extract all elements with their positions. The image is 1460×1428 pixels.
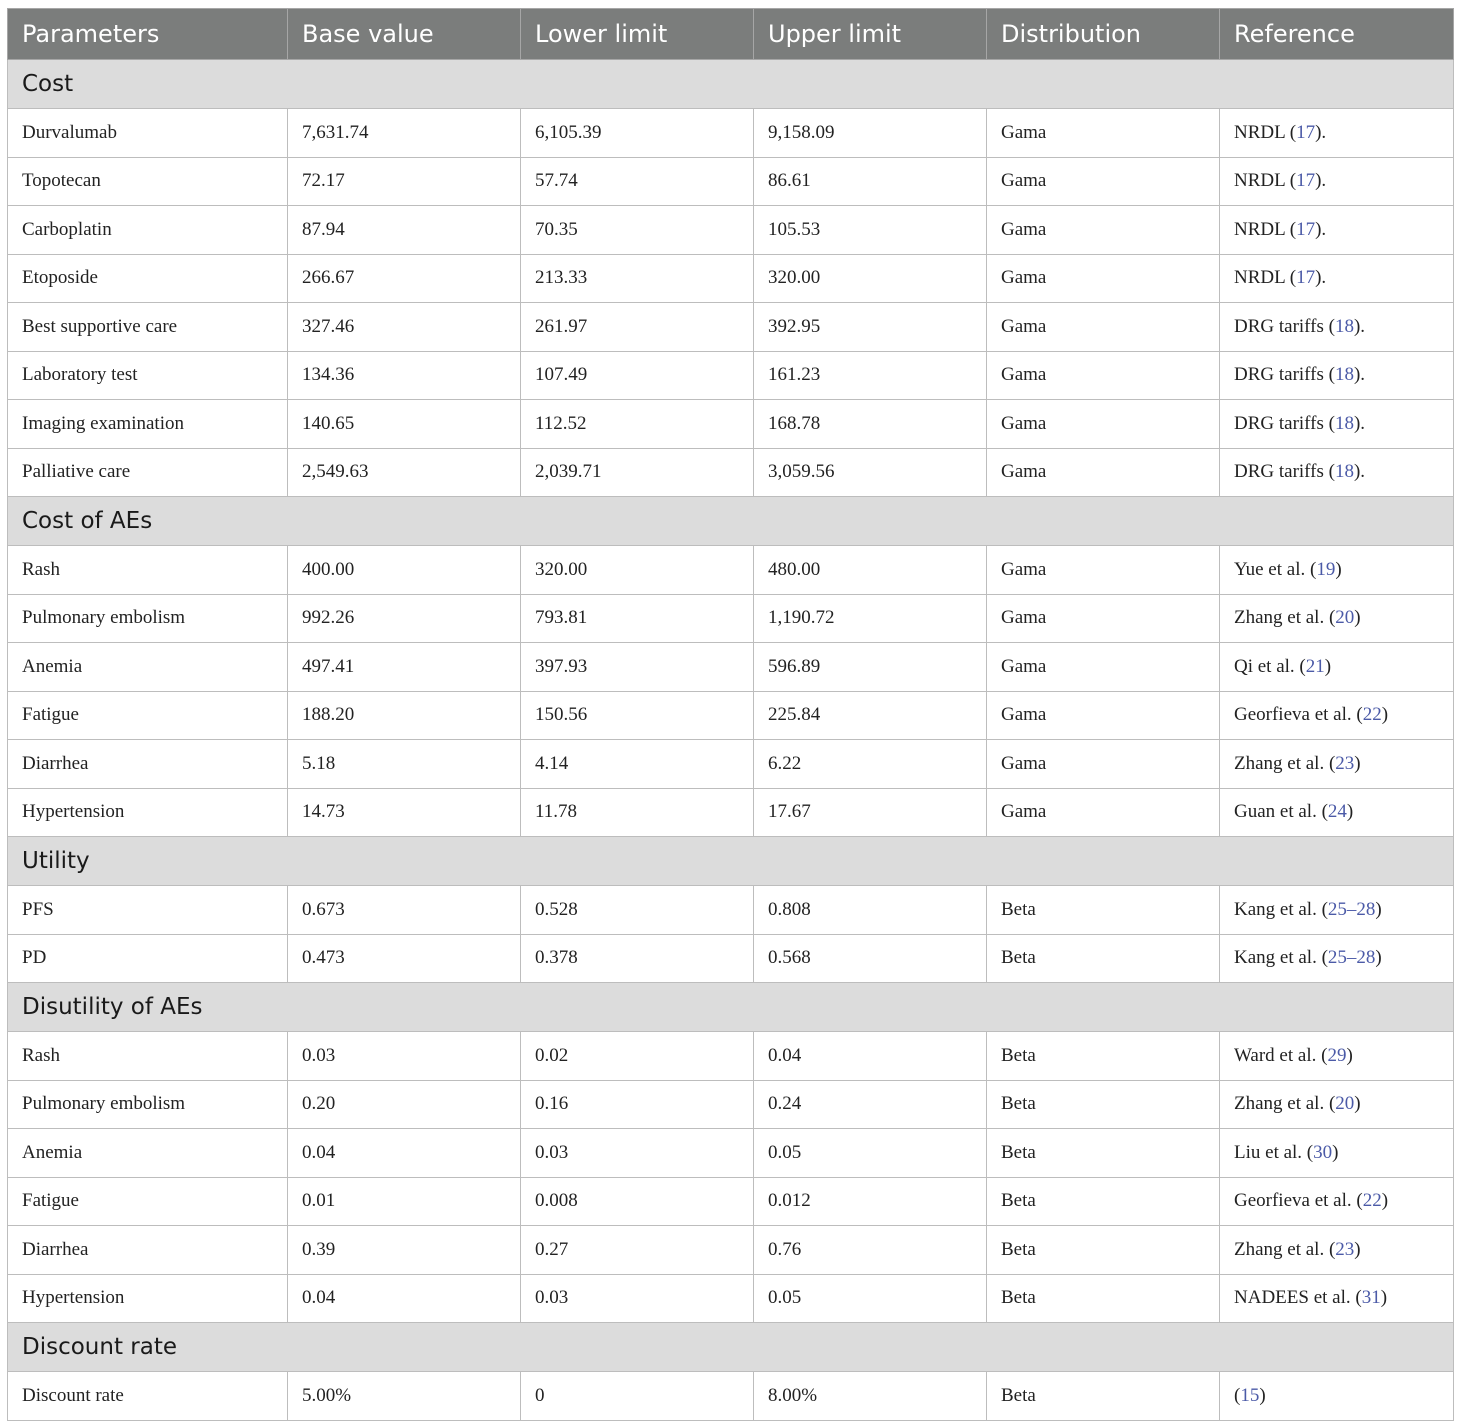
section-row xyxy=(8,60,1454,109)
reference-suffix: ). xyxy=(1315,218,1327,240)
cell-upper-limit: 3,059.56 xyxy=(754,448,987,497)
cell-parameter: Diarrhea xyxy=(8,740,288,789)
reference-link[interactable]: 17 xyxy=(1296,267,1316,289)
cell-reference xyxy=(1220,643,1454,692)
cell-reference xyxy=(1220,788,1454,837)
cell-parameter: PD xyxy=(8,934,288,983)
table-row xyxy=(8,448,1454,497)
cell-parameter: Laboratory test xyxy=(8,351,288,400)
reference-text: DRG tariffs ( xyxy=(1234,315,1335,337)
reference-suffix: ). xyxy=(1315,267,1327,289)
cell-reference xyxy=(1220,1177,1454,1226)
parameters-table xyxy=(7,8,1454,1421)
section-row xyxy=(8,983,1454,1032)
cell-base-value: 0.39 xyxy=(288,1226,521,1275)
cell-parameter: Diarrhea xyxy=(8,1226,288,1275)
cell-distribution: Beta xyxy=(987,1226,1220,1275)
cell-parameter: Etoposide xyxy=(8,254,288,303)
reference-text: Georfieva et al. ( xyxy=(1234,704,1363,726)
cell-distribution: Beta xyxy=(987,886,1220,935)
reference-link[interactable]: 21 xyxy=(1305,655,1325,677)
cell-upper-limit: 9,158.09 xyxy=(754,109,987,158)
cell-base-value: 0.03 xyxy=(288,1032,521,1081)
reference-text: Liu et al. ( xyxy=(1234,1141,1314,1163)
reference-text: Guan et al. ( xyxy=(1234,801,1328,823)
cell-lower-limit: 0.528 xyxy=(521,886,754,935)
reference-suffix: ) xyxy=(1381,704,1389,726)
cell-upper-limit: 0.76 xyxy=(754,1226,987,1275)
reference-suffix: ). xyxy=(1353,412,1366,434)
cell-parameter: Topotecan xyxy=(8,157,288,206)
cell-lower-limit: 793.81 xyxy=(521,594,754,643)
cell-upper-limit: 392.95 xyxy=(754,303,987,352)
header-row xyxy=(8,9,1454,60)
table-row xyxy=(8,351,1454,400)
cell-upper-limit: 8.00% xyxy=(754,1372,987,1421)
cell-lower-limit: 0.16 xyxy=(521,1080,754,1129)
reference-link[interactable]: 18 xyxy=(1334,461,1354,483)
cell-distribution: Gama xyxy=(987,303,1220,352)
reference-suffix: ) xyxy=(1380,1287,1388,1309)
cell-lower-limit: 6,105.39 xyxy=(521,109,754,158)
table-row xyxy=(8,788,1454,837)
reference-link[interactable]: 25–28 xyxy=(1327,947,1376,969)
cell-upper-limit: 0.808 xyxy=(754,886,987,935)
col-header-reference: Reference xyxy=(1220,9,1454,60)
cell-parameter: Palliative care xyxy=(8,448,288,497)
col-header-lower-limit: Lower limit xyxy=(521,9,754,60)
cell-distribution: Gama xyxy=(987,691,1220,740)
table-row xyxy=(8,109,1454,158)
reference-suffix: ). xyxy=(1353,315,1366,337)
reference-text: NRDL ( xyxy=(1234,170,1297,192)
reference-text: Zhang et al. ( xyxy=(1234,1238,1336,1260)
reference-suffix: ) xyxy=(1354,607,1361,629)
reference-link[interactable]: 22 xyxy=(1362,704,1382,726)
reference-text: NRDL ( xyxy=(1234,267,1297,289)
reference-suffix: ) xyxy=(1375,947,1382,969)
table-row xyxy=(8,643,1454,692)
cell-upper-limit: 161.23 xyxy=(754,351,987,400)
cell-lower-limit: 261.97 xyxy=(521,303,754,352)
table-row xyxy=(8,157,1454,206)
reference-link[interactable]: 31 xyxy=(1361,1287,1381,1309)
section-row xyxy=(8,1323,1454,1372)
cell-reference xyxy=(1220,1129,1454,1178)
cell-distribution: Gama xyxy=(987,206,1220,255)
cell-lower-limit: 2,039.71 xyxy=(521,448,754,497)
cell-upper-limit: 0.05 xyxy=(754,1274,987,1323)
section-row xyxy=(8,497,1454,546)
cell-distribution: Gama xyxy=(987,254,1220,303)
reference-text: Qi et al. ( xyxy=(1234,655,1306,677)
reference-suffix: ) xyxy=(1354,752,1361,774)
reference-suffix: ) xyxy=(1381,1190,1389,1212)
col-header-parameters: Parameters xyxy=(8,9,288,60)
table-row xyxy=(8,1274,1454,1323)
table-row xyxy=(8,206,1454,255)
cell-distribution: Beta xyxy=(987,1032,1220,1081)
cell-parameter: Carboplatin xyxy=(8,206,288,255)
cell-reference xyxy=(1220,594,1454,643)
cell-reference xyxy=(1220,303,1454,352)
reference-text: Ward et al. ( xyxy=(1234,1044,1328,1066)
reference-link[interactable]: 17 xyxy=(1296,121,1316,143)
reference-text: DRG tariffs ( xyxy=(1234,364,1335,386)
cell-upper-limit: 0.012 xyxy=(754,1177,987,1226)
cell-distribution: Gama xyxy=(987,643,1220,692)
cell-distribution: Gama xyxy=(987,109,1220,158)
table-header xyxy=(8,9,1454,60)
cell-parameter: Fatigue xyxy=(8,691,288,740)
cell-upper-limit: 320.00 xyxy=(754,254,987,303)
cell-lower-limit: 0.02 xyxy=(521,1032,754,1081)
reference-suffix: ). xyxy=(1315,170,1327,192)
cell-lower-limit: 0.378 xyxy=(521,934,754,983)
table-row xyxy=(8,740,1454,789)
cell-lower-limit: 0.03 xyxy=(521,1274,754,1323)
reference-text: NRDL ( xyxy=(1234,121,1297,143)
reference-suffix: ) xyxy=(1346,1044,1353,1066)
reference-link[interactable]: 20 xyxy=(1335,607,1355,629)
cell-reference xyxy=(1220,546,1454,595)
reference-suffix: ) xyxy=(1259,1384,1266,1406)
reference-link[interactable]: 25–28 xyxy=(1327,898,1376,920)
cell-lower-limit: 0.008 xyxy=(521,1177,754,1226)
cell-reference xyxy=(1220,740,1454,789)
cell-base-value: 0.01 xyxy=(288,1177,521,1226)
cell-distribution: Beta xyxy=(987,1177,1220,1226)
cell-upper-limit: 168.78 xyxy=(754,400,987,449)
section-title: Cost of AEs xyxy=(8,497,1454,546)
cell-upper-limit: 105.53 xyxy=(754,206,987,255)
cell-base-value: 87.94 xyxy=(288,206,521,255)
reference-link[interactable]: 17 xyxy=(1296,170,1316,192)
cell-lower-limit: 320.00 xyxy=(521,546,754,595)
cell-lower-limit: 150.56 xyxy=(521,691,754,740)
cell-reference xyxy=(1220,157,1454,206)
reference-text: Yue et al. ( xyxy=(1234,558,1317,580)
table-row xyxy=(8,594,1454,643)
reference-suffix: ). xyxy=(1353,364,1366,386)
table-row xyxy=(8,546,1454,595)
reference-suffix: ) xyxy=(1335,558,1342,580)
cell-upper-limit: 0.568 xyxy=(754,934,987,983)
cell-upper-limit: 596.89 xyxy=(754,643,987,692)
reference-link[interactable]: 19 xyxy=(1316,558,1336,580)
reference-text: Kang et al. ( xyxy=(1234,947,1328,969)
cell-parameter: Pulmonary embolism xyxy=(8,1080,288,1129)
reference-link[interactable]: 20 xyxy=(1335,1093,1355,1115)
cell-reference xyxy=(1220,1372,1454,1421)
cell-reference xyxy=(1220,109,1454,158)
reference-text: Kang et al. ( xyxy=(1234,898,1328,920)
cell-distribution: Gama xyxy=(987,740,1220,789)
cell-upper-limit: 225.84 xyxy=(754,691,987,740)
cell-parameter: Rash xyxy=(8,546,288,595)
table-row xyxy=(8,886,1454,935)
cell-base-value: 0.04 xyxy=(288,1274,521,1323)
cell-lower-limit: 213.33 xyxy=(521,254,754,303)
cell-base-value: 72.17 xyxy=(288,157,521,206)
table-row xyxy=(8,1129,1454,1178)
cell-parameter: PFS xyxy=(8,886,288,935)
cell-lower-limit: 107.49 xyxy=(521,351,754,400)
table-row xyxy=(8,1226,1454,1275)
cell-lower-limit: 397.93 xyxy=(521,643,754,692)
section-title: Cost xyxy=(8,60,1454,109)
reference-link[interactable]: 29 xyxy=(1327,1044,1347,1066)
reference-suffix: ). xyxy=(1353,461,1366,483)
cell-base-value: 266.67 xyxy=(288,254,521,303)
reference-text: Georfieva et al. ( xyxy=(1234,1190,1363,1212)
cell-lower-limit: 4.14 xyxy=(521,740,754,789)
cell-reference xyxy=(1220,1032,1454,1081)
cell-upper-limit: 17.67 xyxy=(754,788,987,837)
table-body xyxy=(8,60,1454,1421)
reference-suffix: ) xyxy=(1354,1238,1361,1260)
cell-base-value: 14.73 xyxy=(288,788,521,837)
cell-upper-limit: 0.24 xyxy=(754,1080,987,1129)
reference-link[interactable]: 18 xyxy=(1334,364,1354,386)
reference-link[interactable]: 17 xyxy=(1296,218,1316,240)
cell-reference xyxy=(1220,254,1454,303)
section-title: Utility xyxy=(8,837,1454,886)
cell-base-value: 188.20 xyxy=(288,691,521,740)
reference-text: Zhang et al. ( xyxy=(1234,607,1336,629)
reference-text: Zhang et al. ( xyxy=(1234,752,1336,774)
cell-distribution: Gama xyxy=(987,788,1220,837)
cell-lower-limit: 0.03 xyxy=(521,1129,754,1178)
cell-base-value: 7,631.74 xyxy=(288,109,521,158)
reference-suffix: ) xyxy=(1375,898,1382,920)
cell-base-value: 400.00 xyxy=(288,546,521,595)
cell-reference xyxy=(1220,1226,1454,1275)
cell-upper-limit: 0.05 xyxy=(754,1129,987,1178)
cell-parameter: Best supportive care xyxy=(8,303,288,352)
cell-parameter: Anemia xyxy=(8,1129,288,1178)
col-header-distribution: Distribution xyxy=(987,9,1220,60)
reference-suffix: ) xyxy=(1346,801,1354,823)
cell-base-value: 0.04 xyxy=(288,1129,521,1178)
cell-distribution: Beta xyxy=(987,1274,1220,1323)
cell-base-value: 5.18 xyxy=(288,740,521,789)
cell-reference xyxy=(1220,934,1454,983)
cell-lower-limit: 0.27 xyxy=(521,1226,754,1275)
cell-parameter: Pulmonary embolism xyxy=(8,594,288,643)
section-row xyxy=(8,837,1454,886)
cell-base-value: 2,549.63 xyxy=(288,448,521,497)
cell-upper-limit: 86.61 xyxy=(754,157,987,206)
cell-base-value: 327.46 xyxy=(288,303,521,352)
cell-distribution: Gama xyxy=(987,594,1220,643)
table-row xyxy=(8,691,1454,740)
reference-text: ( xyxy=(1234,1384,1241,1406)
cell-base-value: 140.65 xyxy=(288,400,521,449)
reference-link[interactable]: 30 xyxy=(1313,1141,1333,1163)
cell-base-value: 5.00% xyxy=(288,1372,521,1421)
cell-upper-limit: 0.04 xyxy=(754,1032,987,1081)
cell-reference xyxy=(1220,351,1454,400)
cell-distribution: Beta xyxy=(987,1129,1220,1178)
col-header-base-value: Base value xyxy=(288,9,521,60)
cell-parameter: Hypertension xyxy=(8,788,288,837)
reference-text: DRG tariffs ( xyxy=(1234,412,1335,434)
cell-distribution: Gama xyxy=(987,157,1220,206)
reference-link[interactable]: 18 xyxy=(1334,412,1354,434)
table-row xyxy=(8,303,1454,352)
table-row xyxy=(8,1177,1454,1226)
table-row xyxy=(8,1080,1454,1129)
section-title: Discount rate xyxy=(8,1323,1454,1372)
reference-text: DRG tariffs ( xyxy=(1234,461,1335,483)
reference-suffix: ) xyxy=(1324,655,1332,677)
table-row xyxy=(8,1372,1454,1421)
cell-upper-limit: 1,190.72 xyxy=(754,594,987,643)
cell-lower-limit: 70.35 xyxy=(521,206,754,255)
cell-distribution: Beta xyxy=(987,1372,1220,1421)
cell-distribution: Beta xyxy=(987,934,1220,983)
reference-link[interactable]: 23 xyxy=(1335,752,1355,774)
cell-reference xyxy=(1220,206,1454,255)
cell-parameter: Hypertension xyxy=(8,1274,288,1323)
reference-link[interactable]: 18 xyxy=(1334,315,1354,337)
cell-base-value: 497.41 xyxy=(288,643,521,692)
cell-reference xyxy=(1220,691,1454,740)
reference-link[interactable]: 23 xyxy=(1335,1238,1355,1260)
cell-distribution: Gama xyxy=(987,351,1220,400)
cell-base-value: 134.36 xyxy=(288,351,521,400)
cell-lower-limit: 0 xyxy=(521,1372,754,1421)
cell-distribution: Gama xyxy=(987,448,1220,497)
cell-parameter: Fatigue xyxy=(8,1177,288,1226)
cell-base-value: 0.673 xyxy=(288,886,521,935)
reference-suffix: ). xyxy=(1315,121,1327,143)
reference-link[interactable]: 24 xyxy=(1327,801,1347,823)
table-row xyxy=(8,254,1454,303)
cell-distribution: Gama xyxy=(987,546,1220,595)
table-row xyxy=(8,1032,1454,1081)
cell-reference xyxy=(1220,1080,1454,1129)
cell-parameter: Anemia xyxy=(8,643,288,692)
table-row xyxy=(8,934,1454,983)
reference-text: NRDL ( xyxy=(1234,218,1297,240)
cell-parameter: Durvalumab xyxy=(8,109,288,158)
cell-reference xyxy=(1220,886,1454,935)
reference-link[interactable]: 22 xyxy=(1362,1190,1382,1212)
reference-link[interactable]: 15 xyxy=(1240,1384,1260,1406)
cell-reference xyxy=(1220,448,1454,497)
cell-base-value: 992.26 xyxy=(288,594,521,643)
reference-suffix: ) xyxy=(1332,1141,1339,1163)
cell-lower-limit: 57.74 xyxy=(521,157,754,206)
cell-reference xyxy=(1220,1274,1454,1323)
table-row xyxy=(8,400,1454,449)
reference-suffix: ) xyxy=(1354,1093,1361,1115)
section-title: Disutility of AEs xyxy=(8,983,1454,1032)
cell-distribution: Gama xyxy=(987,400,1220,449)
cell-parameter: Imaging examination xyxy=(8,400,288,449)
reference-text: Zhang et al. ( xyxy=(1234,1093,1336,1115)
cell-distribution: Beta xyxy=(987,1080,1220,1129)
cell-base-value: 0.20 xyxy=(288,1080,521,1129)
cell-parameter: Discount rate xyxy=(8,1372,288,1421)
cell-upper-limit: 6.22 xyxy=(754,740,987,789)
cell-lower-limit: 112.52 xyxy=(521,400,754,449)
col-header-upper-limit: Upper limit xyxy=(754,9,987,60)
cell-reference xyxy=(1220,400,1454,449)
cell-lower-limit: 11.78 xyxy=(521,788,754,837)
reference-text: NADEES et al. ( xyxy=(1234,1287,1362,1309)
cell-parameter: Rash xyxy=(8,1032,288,1081)
cell-upper-limit: 480.00 xyxy=(754,546,987,595)
cell-base-value: 0.473 xyxy=(288,934,521,983)
